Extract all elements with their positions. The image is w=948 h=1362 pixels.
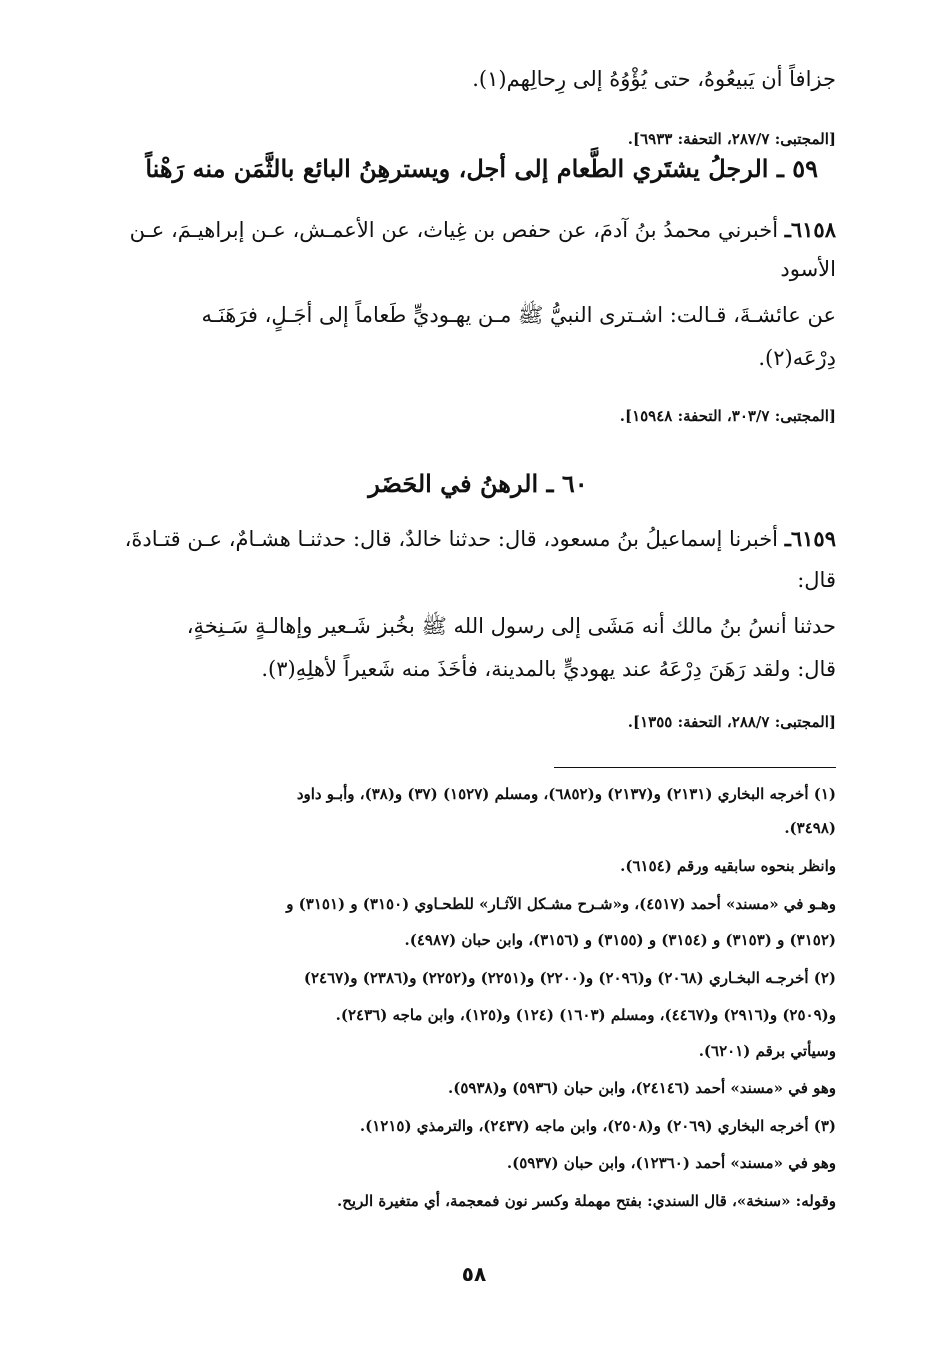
footnote-line: (٢) أخرجـه البخـاري (٢٠٦٨) و(٢٠٩٦) و(٢٢٠٠) و(٢٢٥١) و(٢٢٥٢) و(٢٣٨٦) و(٢٤٦٧) <box>303 969 836 987</box>
hadith-number: ٦١٥٩ـ <box>784 526 836 551</box>
hadith-6158-matn-cont: دِرْعَه(٢). <box>758 346 836 370</box>
footnote-line: وهو في «مسند» أحمد (٢٤١٤٦)، وابن حبان (٥٩٣٦) و(٥٩٣٨). <box>448 1079 836 1097</box>
hadith-number: ٦١٥٨ـ <box>784 217 836 242</box>
hadith-6159-matn: حدثنا أنسُ بنُ مالك أنه مَشَى إلى رسول الله ﷺ بخُبز شَـعير وإهالـةٍ سَـنِخةٍ، <box>186 614 836 638</box>
hadith-6158-isnad <box>120 216 836 244</box>
hadith-6158-isnad-cont: الأسود <box>780 257 836 281</box>
footnote-divider <box>554 767 836 768</box>
footnote-line: (١) أخرجه البخاري (٢١٣١) و(٢١٣٧) و(٦٨٥٢)، ومسلم (١٥٢٧) (٣٧) و(٣٨)، وأبـو داود <box>296 785 836 803</box>
footnote-line: وقوله: «سنخة»، قال السندي: بفتح مهملة وكسر نون فمعجمة، أي متغيرة الريح. <box>337 1192 836 1210</box>
footnote-line: وهو في «مسند» أحمد (١٢٣٦٠)، وابن حبان (٥٩٣٧). <box>506 1154 836 1172</box>
footnote-line: (٣١٥٢) و (٣١٥٣) و (٣١٥٤) و (٣١٥٥) و (٣١٥٦)، وابن حبان (٤٩٨٧). <box>404 931 836 949</box>
footnote-line: (٣٤٩٨). <box>784 819 836 837</box>
reference-line: [المجتبى: ٣٠٣/٧، التحفة: ١٥٩٤٨]. <box>619 407 836 425</box>
hadith-isnad-text: أخبرني محمدُ بنُ آدمَ، عن حفص بن غِياث، عن الأعمـش، عـن إبراهيـمَ، عـن <box>129 218 779 242</box>
hadith-isnad-text: أخبرنا إسماعيلُ بنُ مسعود، قال: حدثنا خالدٌ، قال: حدثنـا هشـامٌ، عـن قتـادةَ، <box>124 527 779 551</box>
page-number: ٥٨ <box>461 1262 487 1286</box>
footnote-line: وسيأتي برقم (٦٢٠١). <box>698 1042 836 1060</box>
reference-line: [المجتبى: ٢٨٧/٧، التحفة: ٦٩٣٣]. <box>627 130 836 148</box>
footnote-line: و(٢٥٠٩) و(٢٩١٦) و(٤٤٦٧)، ومسلم (١٦٠٣) (١٢٤) و(١٢٥)، وابن ماجه (٢٤٣٦). <box>335 1006 836 1024</box>
hadith-6159-matn-cont: قال: ولقد رَهَنَ دِرْعَهُ عند يهوديٍّ بالمدينة، فأخَذَ منه شَعيراً لأهلِهِ(٣). <box>261 657 836 681</box>
footnote-line: وهـو في «مسند» أحمد (٤٥١٧)، و«شـرح مشـكل الآثـار» للطحـاوي (٣١٥٠) و (٣١٥١) و <box>286 895 836 913</box>
footnote-line: (٣) أخرجه البخاري (٢٠٦٩) و(٢٥٠٨)، وابن ماجه (٢٤٣٧)، والترمذي (١٢١٥). <box>359 1117 836 1135</box>
hadith-6159-isnad <box>120 525 836 553</box>
continuation-line: جزافاً أن يَبيعُوهُ، حتى يُؤْوُهُ إلى رِحالِهم(١). <box>472 67 836 91</box>
chapter-heading-59: ٥٩ ـ الرجلُ يشتَري الطَّعام إلى أجل، ويسترهِنُ البائع بالثَّمَن منه رَهْناً <box>145 154 818 183</box>
hadith-6159-isnad-cont: قال: <box>797 568 836 592</box>
chapter-heading-60: ٦٠ ـ الرهنُ في الحَضَر <box>368 469 588 498</box>
reference-line: [المجتبى: ٢٨٨/٧، التحفة: ١٣٥٥]. <box>627 713 836 731</box>
footnote-line: وانظر بنحوه سابقيه ورقم (٦١٥٤). <box>620 857 836 875</box>
hadith-6158-matn: عن عائشـةَ، قـالت: اشـترى النبيُّ ﷺ مـن يهـوديٍّ طَعاماً إلى أجَـلٍ، فرَهَنَـه <box>201 303 836 327</box>
